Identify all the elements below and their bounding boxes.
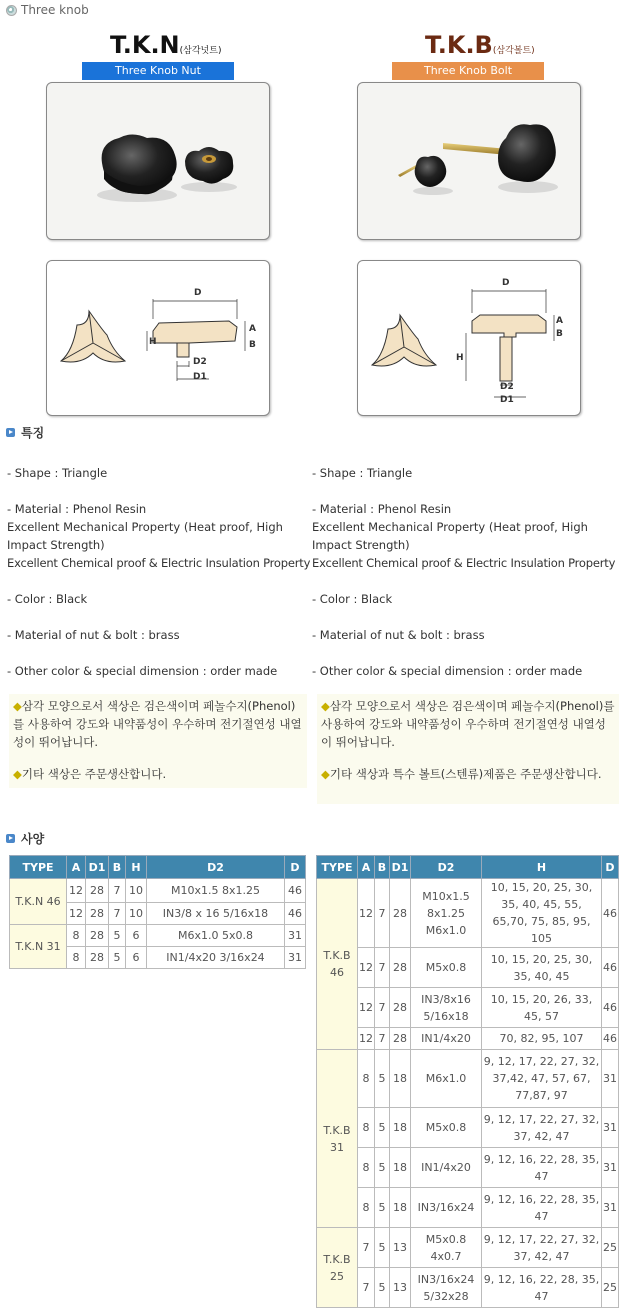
features-heading-text: 특징 [21,426,45,440]
korean-note-left [9,694,307,788]
table-cell: 7 [375,1028,390,1050]
type-cell: T.K.N 46 [10,879,67,925]
tkn-dimension-drawing-icon [47,261,269,415]
page-title: Three knob [21,3,89,17]
table-cell: M6x1.0 5x0.8 [147,925,285,947]
table-cell: 6 [126,925,147,947]
table-cell: 31 [602,1050,619,1108]
star-icon: ◆ [13,699,22,713]
dimension-label-d2: D2 [193,357,207,367]
feature-shape: - Shape : Triangle [312,466,413,480]
col-b: B [109,856,126,879]
col-a: A [67,856,86,879]
table-row [317,1188,619,1228]
table-cell: 46 [285,879,306,903]
table-cell: 28 [390,948,411,988]
table-cell: M5x0.8 [411,1108,482,1148]
table-cell: 12 [358,879,375,948]
table-cell: 28 [86,903,109,925]
dimension-label-d1: D1 [500,395,514,405]
table-cell: 46 [602,948,619,988]
feature-color: - Color : Black [312,592,393,606]
table-cell: 8 [358,1148,375,1188]
feature-shape: - Shape : Triangle [7,466,108,480]
table-cell: 46 [602,988,619,1028]
table-cell: 7 [109,879,126,903]
feature-mechanical: Excellent Mechanical Property (Heat proof, High Impact Strength) [7,520,283,552]
product-title-tkn [110,31,221,59]
col-d1: D1 [390,856,411,879]
table-row [10,879,306,903]
col-type: TYPE [10,856,67,879]
table-cell: 5 [375,1228,390,1268]
spec-table-tkn [9,855,306,969]
table-row [317,948,619,988]
table-cell: M5x0.8 4x0.7 [411,1228,482,1268]
dimension-label-d: D [194,288,202,298]
table-cell: 5 [109,947,126,969]
table-row [317,1148,619,1188]
star-icon: ◆ [13,767,22,781]
table-cell: 5 [109,925,126,947]
table-cell: 25 [602,1268,619,1308]
dimension-label-a: A [249,324,256,334]
table-cell: 13 [390,1268,411,1308]
arrow-icon [6,834,15,843]
table-cell: 7 [375,948,390,988]
features-heading [6,424,44,441]
star-icon: ◆ [321,699,330,713]
table-cell: 46 [285,903,306,925]
table-cell: IN3/8x16 5/16x18 [411,988,482,1028]
star-icon: ◆ [321,767,330,781]
table-cell: 46 [602,1028,619,1050]
note-text-1: 삼각 모양으로서 색상은 검은색이며 페놀수지(Phenol)를 사용하여 강도와 내약품성이 우수하며 전기절연성 내열성이 뛰어납니다. [13,699,302,749]
table-cell: 31 [285,947,306,969]
col-d2: D2 [411,856,482,879]
type-cell: T.K.B 25 [317,1228,358,1308]
spec-table-tkb [316,855,619,1308]
table-cell: 31 [602,1108,619,1148]
spec-heading [6,830,44,847]
table-cell: M10x1.5 8x1.25 M6x1.0 [411,879,482,948]
table-cell: 5 [375,1188,390,1228]
tkb-dimension-drawing-icon [358,261,580,415]
table-cell: IN3/8 x 16 5/16x18 [147,903,285,925]
table-row [317,1228,619,1268]
table-cell: 8 [67,947,86,969]
feature-mechanical: Excellent Mechanical Property (Heat proof, High Impact Strength) [312,520,588,552]
table-cell: 18 [390,1148,411,1188]
table-cell: 31 [602,1188,619,1228]
table-cell: 7 [358,1268,375,1308]
product-korean-name: (삼각볼트) [492,46,535,56]
note-text-1: 삼각 모양으로서 색상은 검은색이며 페놀수지(Phenol)를 사용하여 강도와 내약품성이 우수하며 전기절연성 내열성이 뛰어납니다. [321,699,615,749]
table-cell: 12 [67,903,86,925]
table-cell: 12 [67,879,86,903]
table-cell: 9, 12, 17, 22, 27, 32, 37, 42, 47 [482,1108,602,1148]
feature-color: - Color : Black [7,592,88,606]
table-cell: 8 [358,1050,375,1108]
feature-chemical: Excellent Chemical proof & Electric Insulation Property [312,556,616,570]
table-cell: 5 [375,1108,390,1148]
features-right [312,464,628,680]
table-cell: M10x1.5 8x1.25 [147,879,285,903]
dimension-label-b: B [556,329,563,339]
table-cell: 18 [390,1050,411,1108]
dimension-label-b: B [249,340,256,350]
table-cell: IN3/16x24 [411,1188,482,1228]
col-d: D [285,856,306,879]
table-cell: 12 [358,948,375,988]
product-korean-name: (삼각넛트) [179,46,222,56]
col-type: TYPE [317,856,358,879]
table-cell: 25 [602,1228,619,1268]
table-row [317,1268,619,1308]
table-cell: 10, 15, 20, 26, 33, 45, 57 [482,988,602,1028]
col-b: B [375,856,390,879]
knob-nut-photo-icon [47,83,269,239]
features-left [7,464,311,680]
product-title-tkb [425,31,535,59]
table-row [317,1108,619,1148]
table-cell: 13 [390,1228,411,1268]
col-d2: D2 [147,856,285,879]
table-cell: 8 [358,1108,375,1148]
table-cell: 7 [358,1228,375,1268]
feature-nut-bolt: - Material of nut & bolt : brass [7,628,180,642]
table-cell: 10 [126,903,147,925]
product-subtitle: Three Knob Nut [115,64,201,77]
arrow-icon [6,428,15,437]
feature-material: - Material : Phenol Resin [312,502,452,516]
table-cell: 28 [86,947,109,969]
col-d1: D1 [86,856,109,879]
table-cell: 9, 12, 16, 22, 28, 35, 47 [482,1148,602,1188]
table-cell: 8 [67,925,86,947]
table-header-row [317,856,619,879]
table-cell: M6x1.0 [411,1050,482,1108]
table-cell: 46 [602,879,619,948]
product-band-tkb [392,62,544,80]
product-photo-tkb [357,82,581,240]
table-cell: 7 [375,879,390,948]
table-cell: IN3/16x24 5/32x28 [411,1268,482,1308]
feature-order-made: - Other color & special dimension : order made [312,664,583,678]
table-cell: 10 [126,879,147,903]
table-row [317,1050,619,1108]
table-cell: 9, 12, 17, 22, 27, 32, 37, 42, 47 [482,1228,602,1268]
product-code: T.K.N [110,31,180,59]
type-cell: T.K.N 31 [10,925,67,969]
product-band-tkn [82,62,234,80]
table-cell: 9, 12, 17, 22, 27, 32, 37,42, 47, 57, 67, 77,87, 97 [482,1050,602,1108]
korean-note-right [317,694,619,804]
note-text-2: 기타 색상과 특수 볼트(스텐류)제품은 주문생산합니다. [329,767,602,781]
product-subtitle: Three Knob Bolt [423,64,513,77]
product-photo-tkn [46,82,270,240]
knob-bolt-photo-icon [358,83,580,239]
table-cell: IN1/4x20 3/16x24 [147,947,285,969]
table-cell: 28 [390,879,411,948]
table-cell: 12 [358,988,375,1028]
table-cell: 5 [375,1268,390,1308]
table-cell: 6 [126,947,147,969]
note-text-2: 기타 색상은 주문생산합니다. [21,767,167,781]
col-a: A [358,856,375,879]
table-cell: 28 [390,1028,411,1050]
table-cell: 8 [358,1188,375,1228]
table-cell: 28 [86,879,109,903]
table-cell: 9, 12, 16, 22, 28, 35, 47 [482,1268,602,1308]
circle-icon [6,5,17,16]
product-diagram-tkb [357,260,581,416]
table-cell: 7 [375,988,390,1028]
table-cell: 5 [375,1050,390,1108]
table-cell: 10, 15, 20, 25, 30, 35, 40, 45 [482,948,602,988]
table-row [317,988,619,1028]
table-cell: 7 [109,903,126,925]
dimension-label-d: D [502,278,510,288]
col-h: H [126,856,147,879]
table-cell: 18 [390,1108,411,1148]
table-cell: 28 [390,988,411,1028]
dimension-label-h: H [456,353,464,363]
table-row [10,925,306,947]
table-cell: IN1/4x20 [411,1148,482,1188]
dimension-label-h: H [149,337,157,347]
table-cell: 10, 15, 20, 25, 30, 35, 40, 45, 55, 65,70, 75, 85, 95, 105 [482,879,602,948]
product-code: T.K.B [425,31,493,59]
table-cell: 28 [86,925,109,947]
feature-material: - Material : Phenol Resin [7,502,147,516]
product-diagram-tkn [46,260,270,416]
table-cell: IN1/4x20 [411,1028,482,1050]
table-cell: 5 [375,1148,390,1188]
table-row [317,879,619,948]
table-cell: M5x0.8 [411,948,482,988]
dimension-label-a: A [556,316,563,326]
dimension-label-d1: D1 [193,372,207,382]
type-cell: T.K.B 46 [317,879,358,1050]
feature-chemical: Excellent Chemical proof & Electric Insulation Property [7,556,311,570]
table-cell: 9, 12, 16, 22, 28, 35, 47 [482,1188,602,1228]
type-cell: T.K.B 31 [317,1050,358,1228]
table-cell: 31 [602,1148,619,1188]
table-cell: 18 [390,1188,411,1228]
col-d: D [602,856,619,879]
table-header-row [10,856,306,879]
table-row [317,1028,619,1050]
table-cell: 12 [358,1028,375,1050]
col-h: H [482,856,602,879]
table-cell: 70, 82, 95, 107 [482,1028,602,1050]
feature-nut-bolt: - Material of nut & bolt : brass [312,628,485,642]
page-header [6,3,89,17]
table-cell: 31 [285,925,306,947]
feature-order-made: - Other color & special dimension : order made [7,664,278,678]
spec-heading-text: 사양 [21,832,45,846]
dimension-label-d2: D2 [500,382,514,392]
